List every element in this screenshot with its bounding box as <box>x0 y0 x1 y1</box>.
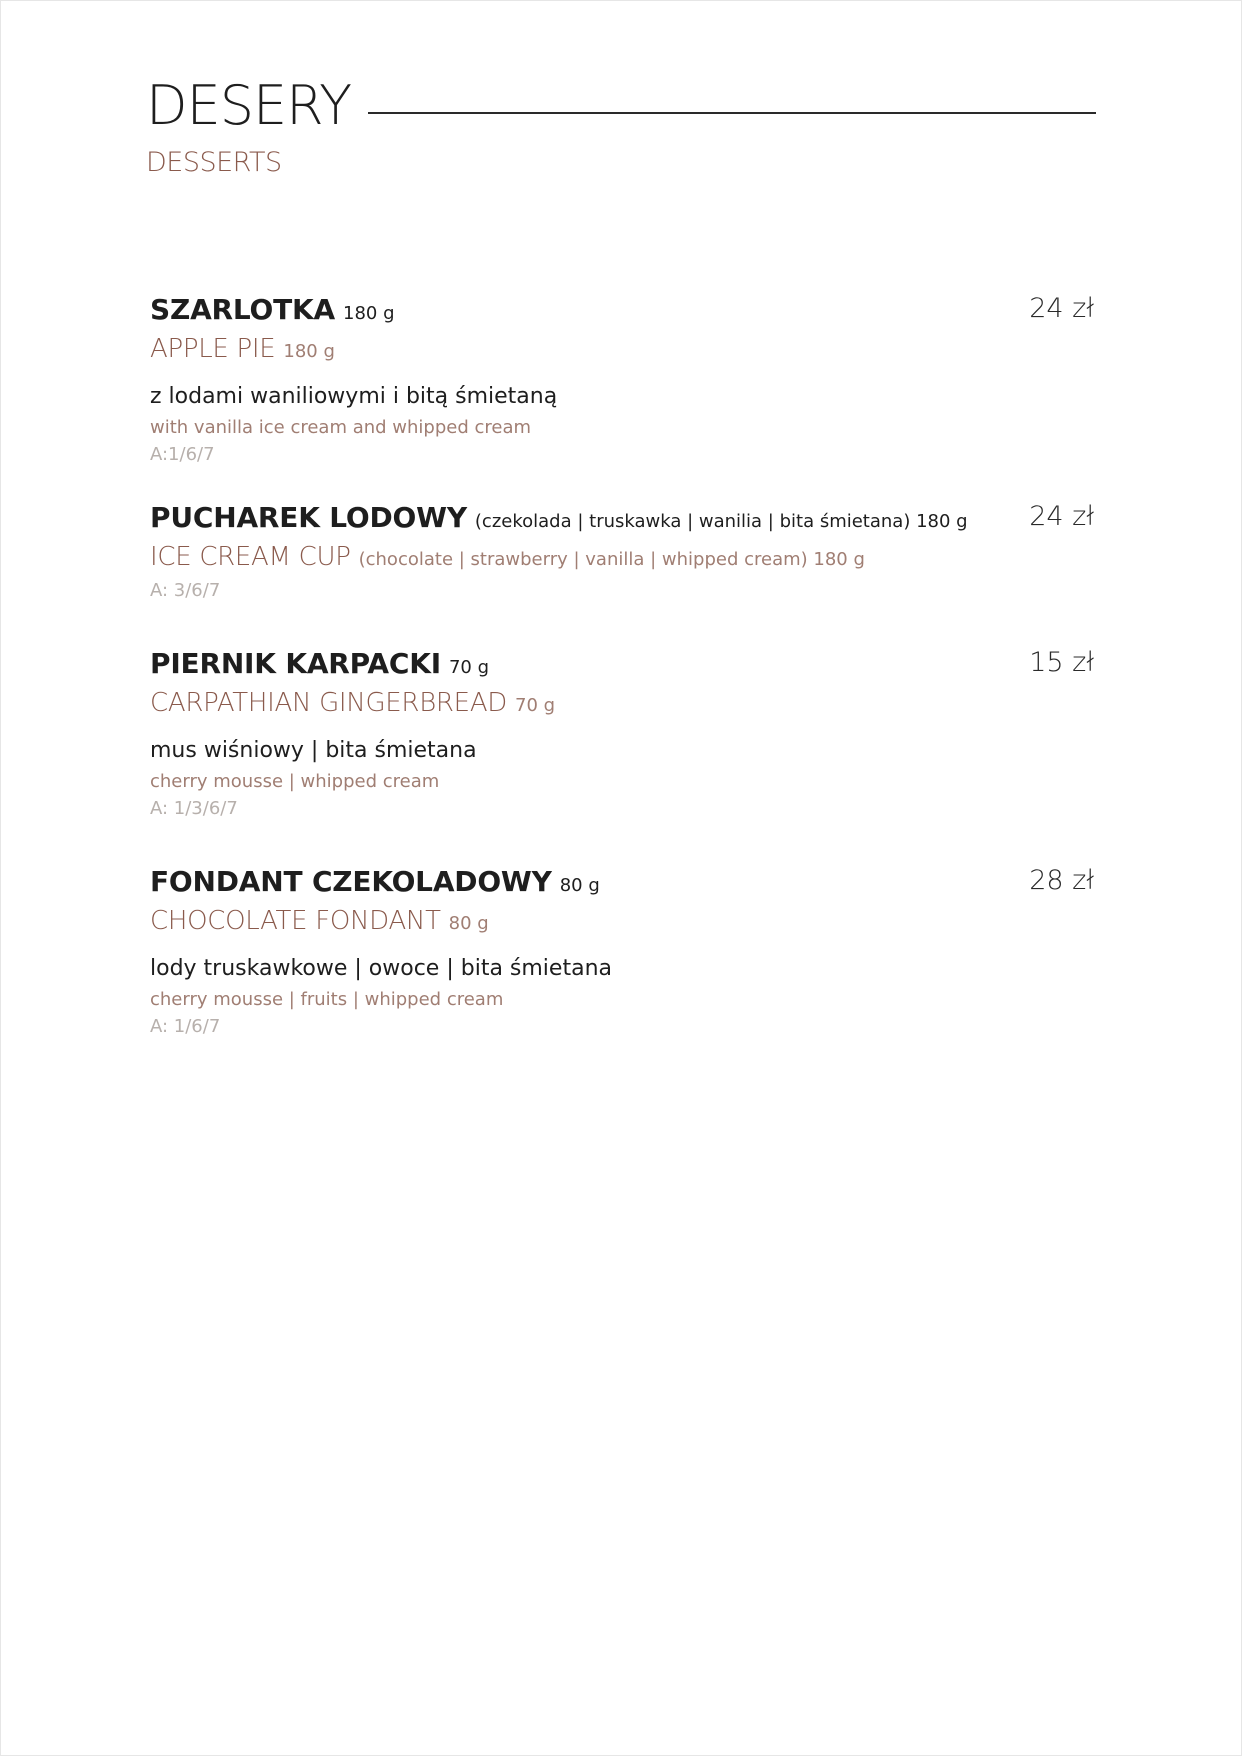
item-name-en: APPLE PIE <box>150 334 276 364</box>
menu-item <box>150 865 1094 1037</box>
item-description-en: with vanilla ice cream and whipped cream <box>150 417 532 438</box>
item-description-en: cherry mousse | whipped cream <box>150 771 440 792</box>
item-price: 24 zł <box>1029 501 1094 532</box>
item-description-pl: mus wiśniowy | bita śmietana <box>150 738 477 763</box>
item-weight-pl: 80 g <box>559 875 600 896</box>
item-allergens: A: 1/6/7 <box>150 1016 221 1037</box>
item-allergens: A:1/6/7 <box>150 444 215 465</box>
item-price: 24 zł <box>1029 293 1094 324</box>
item-name-en: ICE CREAM CUP <box>150 542 351 572</box>
item-name-en-row <box>150 906 1094 936</box>
menu-item <box>150 293 1094 465</box>
item-description-pl: lody truskawkowe | owoce | bita śmietana <box>150 956 612 981</box>
item-weight-pl: 180 g <box>343 303 395 324</box>
section-subtitle: DESSERTS <box>146 147 282 178</box>
item-name-pl: PIERNIK KARPACKI <box>150 647 441 680</box>
item-description-pl: z lodami waniliowymi i bitą śmietaną <box>150 384 558 409</box>
item-name-en: CHOCOLATE FONDANT <box>150 906 441 936</box>
item-weight-en: 80 g <box>448 913 489 934</box>
item-name-row <box>150 501 1094 534</box>
item-name-pl: PUCHAREK LODOWY <box>150 501 467 534</box>
title-divider <box>368 112 1096 114</box>
item-price: 15 zł <box>1029 647 1094 678</box>
item-name-en-row <box>150 542 1094 572</box>
section-title: DESERY <box>146 74 352 137</box>
item-name-row <box>150 865 1094 898</box>
section-header <box>146 74 1096 178</box>
item-extra-pl: (czekolada | truskawka | wanilia | bita śmietana) 180 g <box>474 511 968 532</box>
item-allergens: A: 3/6/7 <box>150 580 221 601</box>
item-name-row <box>150 293 1094 326</box>
item-extra-en: (chocolate | strawberry | vanilla | whipped cream) 180 g <box>358 549 865 570</box>
item-name-pl: FONDANT CZEKOLADOWY <box>150 865 552 898</box>
item-name-row <box>150 647 1094 680</box>
item-weight-en: 180 g <box>283 341 335 362</box>
item-allergens: A: 1/3/6/7 <box>150 798 238 819</box>
item-name-pl: SZARLOTKA <box>150 293 336 326</box>
item-weight-en: 70 g <box>515 695 556 716</box>
menu-item <box>150 501 1094 601</box>
menu-item <box>150 647 1094 819</box>
item-weight-pl: 70 g <box>448 657 489 678</box>
item-name-en: CARPATHIAN GINGERBREAD <box>150 688 508 718</box>
item-name-en-row <box>150 688 1094 718</box>
item-price: 28 zł <box>1029 865 1094 896</box>
item-name-en-row <box>150 334 1094 364</box>
item-description-en: cherry mousse | fruits | whipped cream <box>150 989 504 1010</box>
